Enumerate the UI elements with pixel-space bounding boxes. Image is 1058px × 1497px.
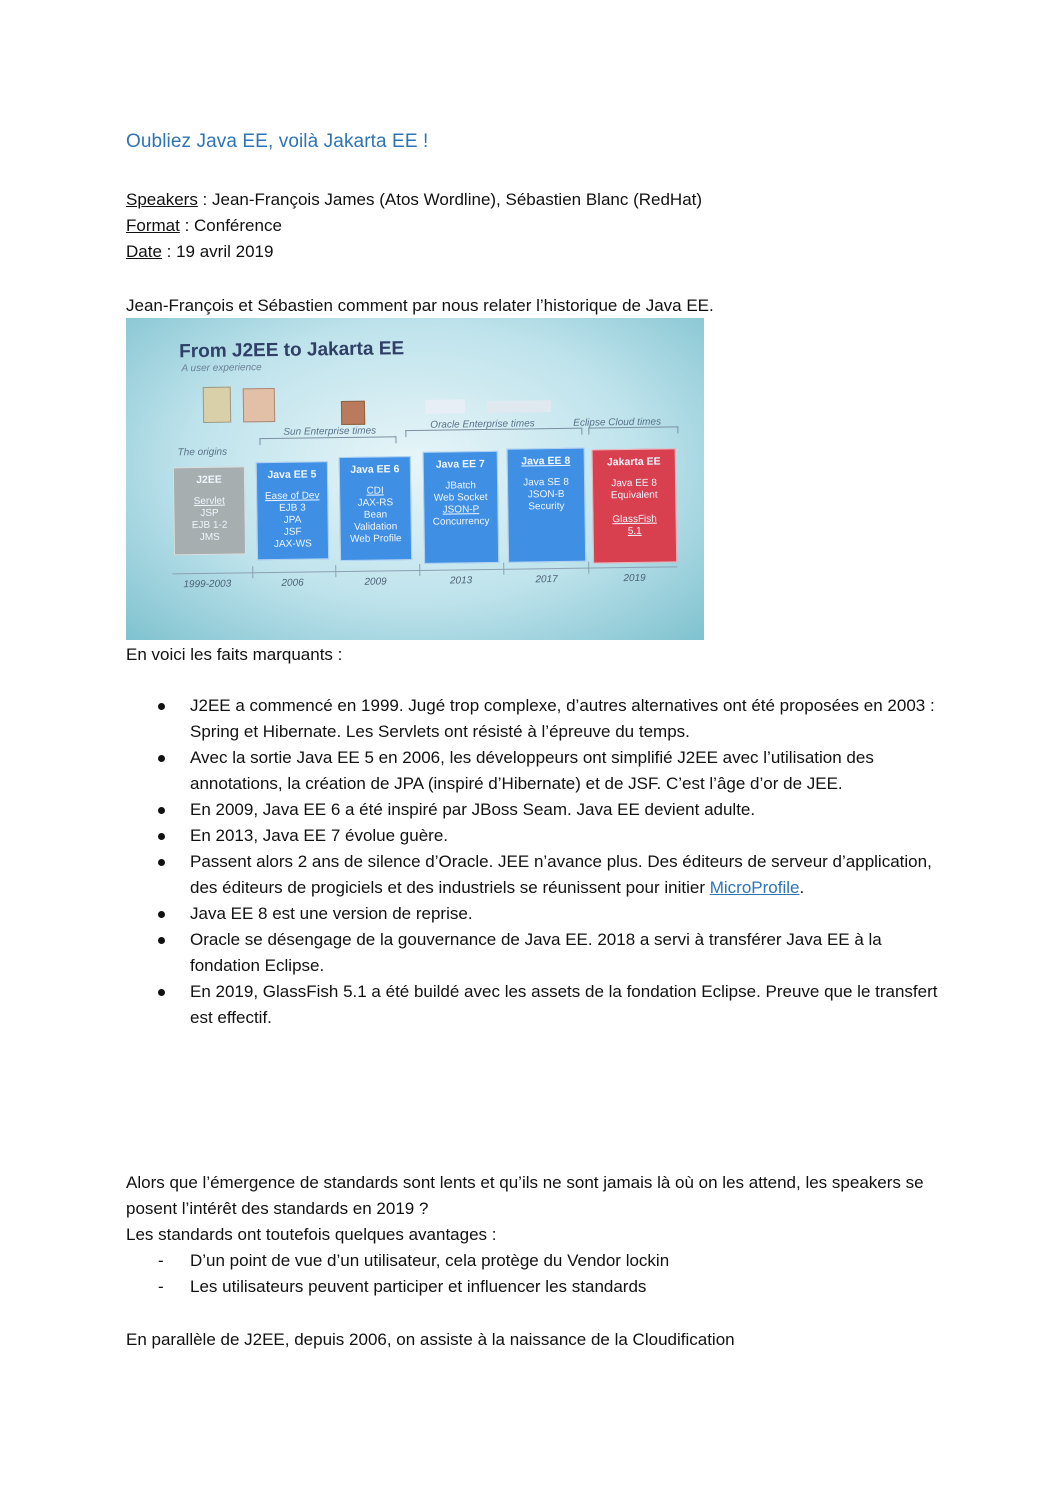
version-box-line: JAX-WS — [273, 538, 312, 550]
version-box-line: JMS — [199, 531, 220, 544]
version-box — [173, 466, 246, 555]
era-brace — [259, 436, 396, 445]
bullet-icon — [158, 807, 165, 814]
era-label: The origins — [177, 446, 228, 459]
version-box-line: Validation — [353, 521, 398, 533]
version-box-line: JSON-P — [442, 504, 480, 516]
slide-subtitle: A user experience — [181, 362, 262, 375]
bullet-icon — [158, 703, 165, 710]
version-box — [256, 461, 329, 560]
highlights-intro: En voici les faits marquants : — [126, 645, 343, 664]
bullet-icon — [158, 989, 165, 996]
bullet-icon — [158, 833, 165, 840]
jboss-logo-icon — [425, 399, 465, 414]
format-line — [126, 213, 282, 239]
version-box-line: JBatch — [445, 480, 476, 492]
list-item: J2EE a commencé en 1999. Jugé trop complexe, d’autres alternatives ont été proposées en 2003 : Spring et Hibernate. Les Servlets ont résisté à l’épreuve du temps. — [150, 693, 950, 745]
bullet-icon — [158, 859, 165, 866]
version-box-title: Jakarta EE — [606, 455, 661, 469]
timeline-year: 2009 — [364, 576, 387, 588]
bullet-icon — [158, 911, 165, 918]
version-box-line: JSP — [200, 507, 219, 520]
document-title: Oubliez Java EE, voilà Jakarta EE ! — [126, 131, 429, 152]
speakers-label: Speakers — [126, 190, 198, 209]
version-box-line: Ease of Dev — [264, 490, 320, 503]
standards-intro: Les standards ont toutefois quelques avantages : — [126, 1225, 497, 1244]
version-box-title: Java EE 8 — [521, 454, 571, 468]
version-box-line: EJB 1-2 — [191, 519, 228, 532]
list-item: Avec la sortie Java EE 5 en 2006, les développeurs ont simplifié J2EE avec l’utilisation des annotations, la création de JPA (inspiré d’Hibernate) et de JSF. C’est l’âge d’or de JEE. — [150, 745, 950, 797]
version-box-line: JAX-RS — [357, 497, 394, 509]
list-item: En 2019, GlassFish 5.1 a été buildé avec les assets de la fondation Eclipse. Preuve que le transfert est effectif. — [150, 979, 950, 1031]
version-box-line: JSF — [283, 526, 302, 538]
version-box-line: GlassFish — [612, 513, 657, 526]
version-box-line: Java EE 8 — [611, 477, 657, 490]
bullet-icon — [158, 755, 165, 762]
timeline-year: 1999-2003 — [183, 578, 232, 591]
version-box-line: EJB 3 — [278, 502, 306, 514]
list-item: - Les utilisateurs peuvent participer et influencer les standards — [158, 1277, 647, 1296]
list-item: Java EE 8 est une version de reprise. — [150, 901, 950, 927]
speakers-value: : Jean-François James (Atos Wordline), Sébastien Blanc (RedHat) — [197, 190, 703, 209]
highlights-list — [150, 693, 950, 1031]
version-box-line: Servlet — [193, 495, 225, 508]
version-box-title: J2EE — [196, 473, 222, 487]
date-label: Date — [126, 242, 162, 261]
version-box-line: JSON-B — [527, 488, 565, 501]
format-label: Format — [126, 216, 180, 235]
timeline-year: 2017 — [535, 574, 558, 586]
slide-title: From J2EE to Jakarta EE — [179, 338, 405, 363]
timeline-year: 2019 — [623, 572, 646, 585]
book-icon — [203, 387, 231, 423]
version-box-line: Web Profile — [349, 533, 402, 545]
version-box-title: Java EE 5 — [267, 468, 317, 482]
list-item: En 2009, Java EE 6 a été inspiré par JBoss Seam. Java EE devient adulte. — [150, 797, 950, 823]
version-box-line: Bean — [363, 509, 388, 521]
version-box-line: Concurrency — [432, 515, 490, 528]
era-label: Sun Enterprise times — [283, 425, 377, 438]
closing-paragraph: En parallèle de J2EE, depuis 2006, on assiste à la naissance de la Cloudification — [126, 1330, 735, 1349]
version-box-line: Web Socket — [433, 491, 488, 504]
version-box-title: Java EE 7 — [435, 458, 485, 471]
version-box — [423, 451, 500, 564]
standards-paragraph: Alors que l’émergence de standards sont lents et qu’ils ne sont jamais là où on les attend, les speakers se posent l’intérêt des standards en 2019 ? — [126, 1173, 924, 1218]
microprofile-link[interactable]: MicroProfile — [709, 878, 800, 897]
version-box — [339, 456, 412, 561]
version-box-line: Security — [528, 500, 565, 513]
timeline-year: 2006 — [281, 577, 304, 589]
version-box — [507, 448, 587, 563]
timeline-year: 2013 — [449, 575, 473, 587]
format-value: : Conférence — [179, 216, 282, 235]
version-box-line: Java SE 8 — [523, 476, 569, 489]
bullet-icon — [158, 937, 165, 944]
standards-list — [150, 1248, 950, 1300]
version-box-line: CDI — [366, 485, 384, 497]
slide-photo — [126, 318, 704, 640]
version-box-line: 5.1 — [627, 525, 642, 538]
speakers-line — [126, 187, 702, 213]
microprofile-logo-icon — [487, 400, 551, 413]
version-box — [592, 448, 678, 563]
list-item: En 2013, Java EE 7 évolue guère. — [150, 823, 950, 849]
book-icon — [243, 388, 275, 422]
list-item: Oracle se désengage de la gouvernance de Java EE. 2018 a servi à transférer Java EE à la fondation Eclipse. — [150, 927, 950, 979]
timeline-axis — [172, 566, 677, 574]
era-label: Oracle Enterprise times — [430, 418, 535, 431]
date-value: : 19 avril 2019 — [161, 242, 274, 261]
era-label: Eclipse Cloud times — [573, 416, 662, 429]
intro-paragraph: Jean-François et Sébastien comment par nous relater l’historique de Java EE. — [126, 296, 714, 315]
version-box-line: Equivalent — [610, 489, 658, 502]
version-box-line: JPA — [283, 514, 302, 526]
date-line — [126, 239, 273, 265]
version-box-title: Java EE 6 — [350, 463, 400, 476]
list-item: Passent alors 2 ans de silence d’Oracle. JEE n’avance plus. Des éditeurs de serveur d’application, des éditeurs de progiciels et des industriels se réunissent pour initier MicroProfile. — [150, 849, 950, 901]
list-item: - D’un point de vue d’un utilisateur, cela protège du Vendor lockin — [158, 1251, 670, 1270]
book-icon — [341, 401, 365, 425]
